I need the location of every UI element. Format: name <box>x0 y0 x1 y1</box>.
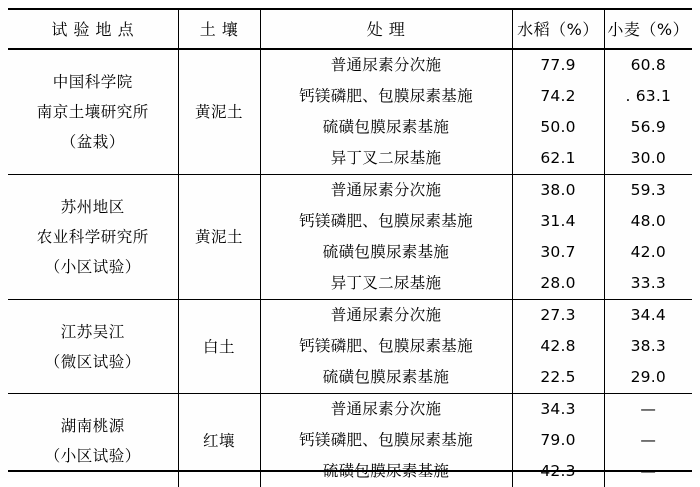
cell-site <box>8 49 178 175</box>
cell-rice-value: 62.1 <box>512 143 604 175</box>
table-bottom-rule <box>8 470 692 472</box>
cell-soil <box>178 175 260 300</box>
site-line: （盆栽） <box>10 127 176 157</box>
site-line: 南京土壤研究所 <box>10 97 176 127</box>
cell-site <box>8 300 178 394</box>
table-row <box>8 175 692 207</box>
cell-rice-value: 38.0 <box>512 175 604 207</box>
site-line: 农业科学研究所 <box>10 222 176 252</box>
experiment-results-table <box>8 8 692 487</box>
cell-wheat-value: 48.0 <box>604 206 692 237</box>
cell-treatment: 钙镁磷肥、包膜尿素基施 <box>260 206 512 237</box>
cell-wheat-value: — <box>604 394 692 426</box>
column-header-treatment: 处 理 <box>260 9 512 49</box>
cell-rice-value: 74.2 <box>512 81 604 112</box>
site-line: 苏州地区 <box>10 192 176 222</box>
cell-soil <box>178 49 260 175</box>
cell-treatment: 硫磺包膜尿素基施 <box>260 362 512 394</box>
cell-rice-value: 22.5 <box>512 362 604 394</box>
cell-rice-value: 77.9 <box>512 49 604 81</box>
cell-treatment: 异丁叉二尿基施 <box>260 268 512 300</box>
site-line: 江苏吴江 <box>10 317 176 347</box>
cell-soil <box>178 394 260 487</box>
cell-wheat-value: 56.9 <box>604 112 692 143</box>
cell-treatment: 普通尿素分次施 <box>260 49 512 81</box>
site-line: 湖南桃源 <box>10 411 176 441</box>
cell-rice-value: 28.0 <box>512 268 604 300</box>
cell-treatment: 硫磺包膜尿素基施 <box>260 112 512 143</box>
cell-rice-value: 27.3 <box>512 300 604 332</box>
table-body <box>8 49 692 487</box>
cell-soil <box>178 300 260 394</box>
cell-site <box>8 394 178 487</box>
document-page <box>0 8 700 478</box>
table-row <box>8 49 692 81</box>
cell-rice-value: 50.0 <box>512 112 604 143</box>
soil-line: 黄泥土 <box>181 222 258 252</box>
cell-rice-value: 31.4 <box>512 206 604 237</box>
cell-treatment: 硫磺包膜尿素基施 <box>260 237 512 268</box>
table-row <box>8 394 692 426</box>
cell-treatment: 钙镁磷肥、包膜尿素基施 <box>260 331 512 362</box>
cell-treatment: 异丁叉二尿基施 <box>260 143 512 175</box>
cell-wheat-value: — <box>604 456 692 487</box>
cell-rice-value: 42.3 <box>512 456 604 487</box>
cell-rice-value: 42.8 <box>512 331 604 362</box>
soil-line: 红壤 <box>181 426 258 456</box>
site-line: （小区试验） <box>10 252 176 282</box>
cell-wheat-value: 59.3 <box>604 175 692 207</box>
table-header-row <box>8 9 692 49</box>
site-line: （小区试验） <box>10 441 176 471</box>
cell-wheat-value: — <box>604 425 692 456</box>
cell-rice-value: 79.0 <box>512 425 604 456</box>
cell-wheat-value: . 63.1 <box>604 81 692 112</box>
column-header-site: 试 验 地 点 <box>8 9 178 49</box>
column-header-rice: 水稻（%） <box>512 9 604 49</box>
cell-wheat-value: 33.3 <box>604 268 692 300</box>
cell-wheat-value: 38.3 <box>604 331 692 362</box>
cell-rice-value: 34.3 <box>512 394 604 426</box>
site-line: （微区试验） <box>10 347 176 377</box>
cell-wheat-value: 29.0 <box>604 362 692 394</box>
cell-treatment: 普通尿素分次施 <box>260 394 512 426</box>
soil-line: 白土 <box>181 332 258 362</box>
cell-wheat-value: 34.4 <box>604 300 692 332</box>
cell-treatment: 普通尿素分次施 <box>260 175 512 207</box>
cell-treatment: 硫磺包膜尿素基施 <box>260 456 512 487</box>
soil-line: 黄泥土 <box>181 97 258 127</box>
cell-wheat-value: 60.8 <box>604 49 692 81</box>
column-header-wheat: 小麦（%） <box>604 9 692 49</box>
cell-site <box>8 175 178 300</box>
column-header-soil: 土 壤 <box>178 9 260 49</box>
cell-rice-value: 30.7 <box>512 237 604 268</box>
cell-treatment: 普通尿素分次施 <box>260 300 512 332</box>
cell-wheat-value: 42.0 <box>604 237 692 268</box>
table-header <box>8 9 692 49</box>
cell-wheat-value: 30.0 <box>604 143 692 175</box>
cell-treatment: 钙镁磷肥、包膜尿素基施 <box>260 81 512 112</box>
cell-treatment: 钙镁磷肥、包膜尿素基施 <box>260 425 512 456</box>
site-line: 中国科学院 <box>10 67 176 97</box>
table-row <box>8 300 692 332</box>
